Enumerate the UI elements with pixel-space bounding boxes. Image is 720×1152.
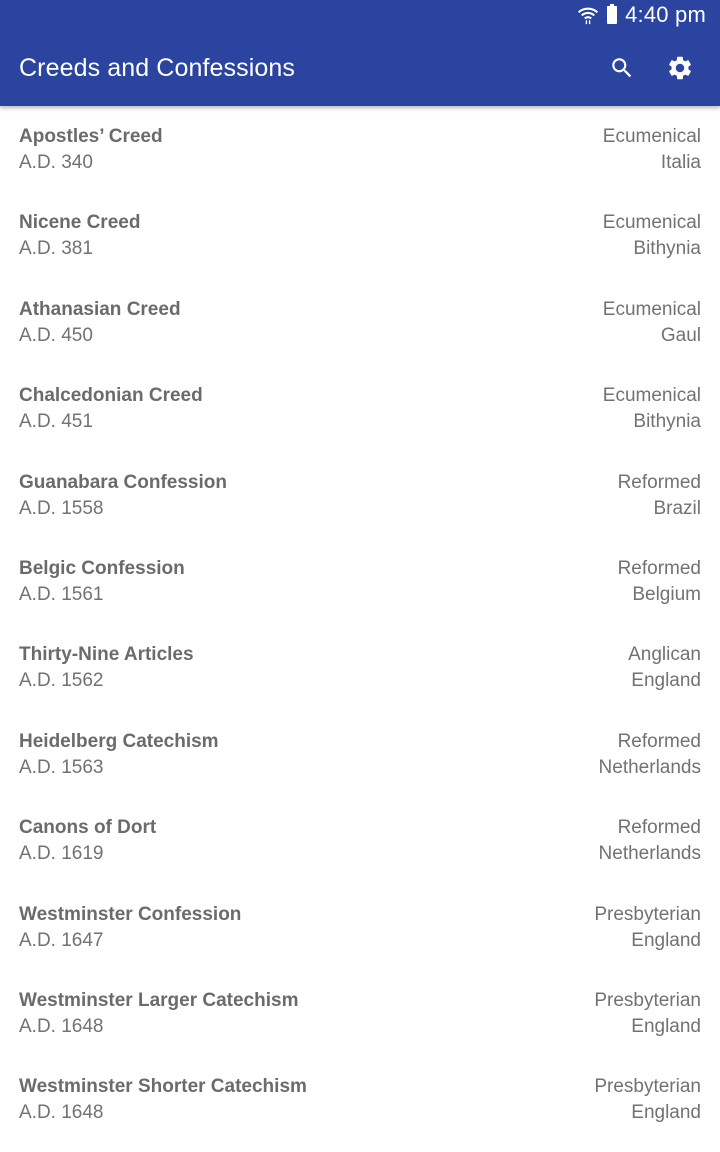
document-name: Guanabara Confession xyxy=(19,471,227,493)
document-name: Nicene Creed xyxy=(19,212,141,234)
document-tradition: Reformed xyxy=(617,730,701,752)
document-tradition: Ecumenical xyxy=(602,385,701,407)
list-item[interactable] xyxy=(0,970,720,1056)
document-date: A.D. 450 xyxy=(19,324,93,346)
list-item[interactable] xyxy=(0,106,720,192)
document-region: Bithynia xyxy=(633,411,701,433)
document-name: Athanasian Creed xyxy=(19,298,181,320)
search-icon xyxy=(609,55,635,81)
document-region: England xyxy=(631,929,701,951)
list-item[interactable] xyxy=(0,624,720,710)
document-date: A.D. 1562 xyxy=(19,670,104,692)
document-name: Belgic Confession xyxy=(19,557,185,579)
document-name: Canons of Dort xyxy=(19,817,157,839)
list-item[interactable] xyxy=(0,884,720,970)
document-tradition: Presbyterian xyxy=(594,1076,701,1098)
document-tradition: Ecumenical xyxy=(602,126,701,147)
document-date: A.D. 1619 xyxy=(19,843,104,865)
document-region: Netherlands xyxy=(598,756,701,778)
document-tradition: Reformed xyxy=(617,471,701,493)
status-time: 4:40 pm xyxy=(625,2,706,27)
document-tradition: Anglican xyxy=(628,644,701,666)
document-tradition: Presbyterian xyxy=(594,989,701,1011)
document-name: Westminster Larger Catechism xyxy=(19,989,299,1011)
document-name: Westminster Shorter Catechism xyxy=(19,1076,307,1098)
document-date: A.D. 1648 xyxy=(19,1102,104,1124)
document-region: Italia xyxy=(660,152,701,173)
list-item[interactable] xyxy=(0,797,720,883)
document-tradition: Presbyterian xyxy=(594,903,701,925)
document-date: A.D. 451 xyxy=(19,411,93,433)
list-item[interactable] xyxy=(0,1056,720,1142)
document-region: Gaul xyxy=(660,324,701,346)
toolbar xyxy=(0,30,720,106)
document-tradition: Reformed xyxy=(617,817,701,839)
status-bar xyxy=(0,0,720,30)
search-button[interactable] xyxy=(594,40,650,96)
document-region: England xyxy=(631,1015,701,1037)
document-date: A.D. 1563 xyxy=(19,756,104,778)
toolbar-actions xyxy=(594,40,720,96)
document-region: Bithynia xyxy=(633,238,701,260)
list-item[interactable] xyxy=(0,365,720,451)
document-name: Westminster Confession xyxy=(19,903,242,925)
list-item[interactable] xyxy=(0,538,720,624)
document-tradition: Reformed xyxy=(617,557,701,579)
document-region: England xyxy=(631,670,701,692)
document-date: A.D. 381 xyxy=(19,238,93,260)
list-item[interactable] xyxy=(0,279,720,365)
document-region: England xyxy=(631,1102,701,1124)
page-title: Creeds and Confessions xyxy=(19,53,295,82)
document-date: A.D. 1558 xyxy=(19,497,104,519)
document-tradition: Ecumenical xyxy=(602,212,701,234)
document-name: Chalcedonian Creed xyxy=(19,385,203,407)
list-item[interactable] xyxy=(0,192,720,278)
document-name: Thirty-Nine Articles xyxy=(19,644,194,666)
gear-icon xyxy=(666,54,694,82)
document-date: A.D. 1648 xyxy=(19,1015,104,1037)
battery-icon xyxy=(607,6,617,24)
document-name: Apostles’ Creed xyxy=(19,126,163,147)
document-region: Belgium xyxy=(632,583,701,605)
settings-button[interactable] xyxy=(652,40,708,96)
document-date: A.D. 340 xyxy=(19,152,93,173)
document-date: A.D. 1561 xyxy=(19,583,104,605)
list-item[interactable] xyxy=(0,452,720,538)
list-item[interactable] xyxy=(0,711,720,797)
wifi-icon xyxy=(577,4,599,26)
document-region: Brazil xyxy=(653,497,701,519)
app-bar xyxy=(0,0,720,106)
document-region: Netherlands xyxy=(598,843,701,865)
document-name: Heidelberg Catechism xyxy=(19,730,219,752)
document-list xyxy=(0,106,720,1143)
document-tradition: Ecumenical xyxy=(602,298,701,320)
document-date: A.D. 1647 xyxy=(19,929,104,951)
